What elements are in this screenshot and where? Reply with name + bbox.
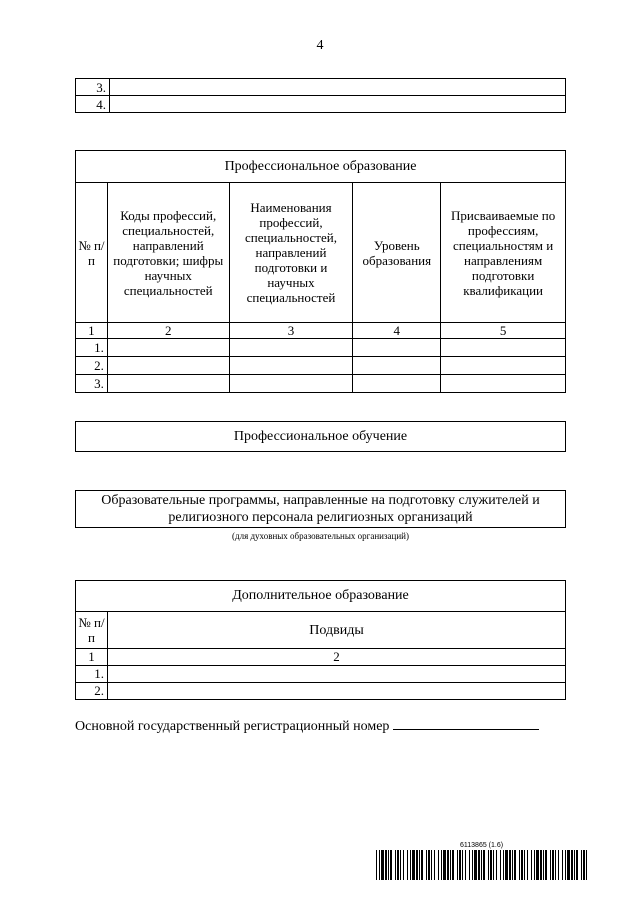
barcode-bar [534, 850, 535, 880]
table-row [76, 666, 566, 683]
additional-education-table [75, 580, 566, 700]
row-number: 2. [76, 357, 108, 375]
barcode-bar [565, 850, 566, 880]
barcode-bar [493, 850, 494, 880]
barcode-bar [488, 850, 489, 880]
barcode-bar [472, 850, 473, 880]
barcode-bar [426, 850, 427, 880]
barcode-bar [574, 850, 575, 880]
barcode-bar [469, 850, 470, 880]
table-cell [108, 666, 566, 683]
barcode-bar [496, 850, 497, 880]
barcode-bar [441, 850, 442, 880]
barcode-bar [581, 850, 582, 880]
barcode-bar [550, 850, 551, 880]
barcode-bar [385, 850, 387, 880]
barcode-bar [412, 850, 415, 880]
barcode-bar [521, 850, 523, 880]
barcode-bar [419, 850, 420, 880]
row-number: 1. [76, 666, 108, 683]
barcode-bar [465, 850, 466, 880]
column-index: 1 [76, 323, 108, 339]
barcode-bar [438, 850, 439, 880]
table-row [76, 96, 566, 113]
barcode-bar [421, 850, 423, 880]
table-cell [353, 375, 441, 393]
column-index: 1 [76, 649, 108, 666]
table-cell [229, 357, 353, 375]
barcode-bar [397, 850, 399, 880]
table-cell [110, 96, 566, 113]
table-cell [110, 79, 566, 96]
religious-programs-box: Образовательные программы, направленные на подготовку служителей и религиозного персонала религиозных организаций [75, 490, 566, 528]
page-number: 4 [316, 38, 324, 53]
column-index: 4 [353, 323, 441, 339]
barcode-bar [500, 850, 501, 880]
barcode-bar [543, 850, 544, 880]
barcode-bar [576, 850, 578, 880]
barcode-bar [481, 850, 482, 880]
table-cell [107, 375, 229, 393]
row-number: 2. [76, 683, 108, 700]
barcode-bar [379, 850, 380, 880]
barcode-bar [524, 850, 525, 880]
barcode-bar [450, 850, 451, 880]
barcode-bar [558, 850, 559, 880]
barcode-bar [562, 850, 563, 880]
barcode-bar [428, 850, 430, 880]
barcode-bar [381, 850, 384, 880]
table-row [76, 357, 566, 375]
barcode-bar [388, 850, 389, 880]
barcode-bar [540, 850, 542, 880]
barcode-icon [376, 850, 588, 880]
column-index: 2 [108, 649, 566, 666]
barcode-bar [410, 850, 411, 880]
registration-label: Основной государственный регистрационный номер [75, 719, 390, 734]
professional-training-box: Профессиональное обучение [75, 421, 566, 452]
column-header-level: Уровень образования [353, 183, 441, 323]
barcode-bar [400, 850, 401, 880]
table-row [76, 683, 566, 700]
barcode-bar [407, 850, 408, 880]
table-cell [441, 375, 566, 393]
column-header-codes: Коды профессий, специальностей, направлений подготовки; шифры научных специальностей [107, 183, 229, 323]
section-title: Дополнительное образование [76, 581, 566, 612]
barcode-bar [474, 850, 477, 880]
barcode-bar [514, 850, 516, 880]
table-cell [108, 683, 566, 700]
barcode-bar [545, 850, 547, 880]
section-title: Профессиональное образование [76, 151, 566, 183]
barcode-bar [536, 850, 539, 880]
barcode-label: 6113865 (1.6) [460, 842, 504, 849]
professional-education-table [75, 150, 566, 393]
column-header-names: Наименования профессий, специальностей, направлений подготовки и научных специальностей [229, 183, 353, 323]
barcode-bar [571, 850, 573, 880]
barcode-bar [390, 850, 392, 880]
row-number: 1. [76, 339, 108, 357]
table-row [76, 79, 566, 96]
barcode-bar [483, 850, 485, 880]
registration-number [75, 716, 539, 735]
table-cell [229, 339, 353, 357]
table-row [76, 339, 566, 357]
barcode-bar [490, 850, 492, 880]
table-cell [107, 339, 229, 357]
barcode-bar [478, 850, 480, 880]
religious-programs-note: (для духовных образовательных организаций) [232, 531, 409, 541]
column-header-number: № п/п [76, 612, 108, 649]
barcode-bar [403, 850, 404, 880]
column-index: 2 [107, 323, 229, 339]
barcode-bar [443, 850, 446, 880]
barcode-bar [462, 850, 463, 880]
barcode-bar [531, 850, 532, 880]
barcode-bar [509, 850, 511, 880]
barcode-bar [519, 850, 520, 880]
table-cell [441, 339, 566, 357]
column-header-number: № п/п [76, 183, 108, 323]
barcode-bar [567, 850, 570, 880]
barcode-bar [416, 850, 418, 880]
barcode-bar [503, 850, 504, 880]
barcode-bar [459, 850, 461, 880]
barcode-bar [395, 850, 396, 880]
table-cell [107, 357, 229, 375]
barcode-bar [552, 850, 554, 880]
barcode-bar [457, 850, 458, 880]
barcode-bar [434, 850, 435, 880]
row-number: 3. [76, 79, 110, 96]
barcode-bar [452, 850, 454, 880]
barcode-bar [447, 850, 449, 880]
barcode-bar [586, 850, 587, 880]
column-header-qualifications: Присваиваемые по профессиям, специальностям и направлениям подготовки квалификации [441, 183, 566, 323]
barcode-bar [555, 850, 556, 880]
table-cell [441, 357, 566, 375]
table-row [76, 375, 566, 393]
row-number: 4. [76, 96, 110, 113]
barcode-bar [527, 850, 528, 880]
barcode-bar [583, 850, 585, 880]
barcode-bar [431, 850, 432, 880]
column-header-subtypes: Подвиды [108, 612, 566, 649]
barcode-bar [512, 850, 513, 880]
table-cell [353, 357, 441, 375]
top-table [75, 78, 566, 113]
row-number: 3. [76, 375, 108, 393]
barcode-bar [376, 850, 377, 880]
column-index: 3 [229, 323, 353, 339]
column-index: 5 [441, 323, 566, 339]
registration-blank-line [393, 716, 539, 730]
table-cell [353, 339, 441, 357]
barcode-bar [505, 850, 508, 880]
table-cell [229, 375, 353, 393]
